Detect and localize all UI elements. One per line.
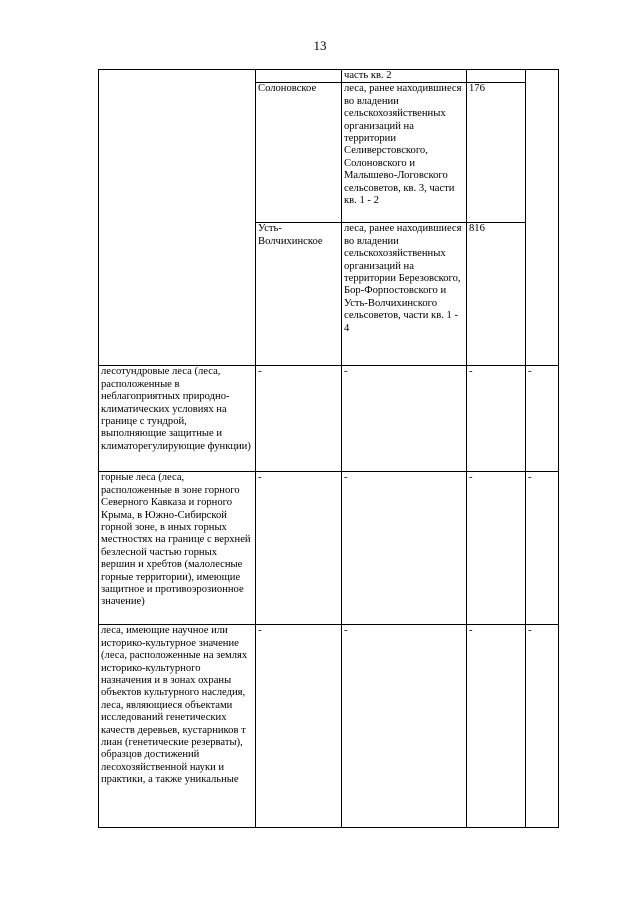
table-row (99, 625, 559, 828)
category-cell: горные леса (леса, расположенные в зоне горного Северного Кавказа и горного Крыма, в Южно-Сибирской горной зоне, в иных горных местностях на границе с верхней безлесной частью горных вершин и хребтов (малолесные горные территории), имеющие защитное и противоэрозионное значение) (99, 472, 256, 625)
note-cell: - (526, 366, 559, 472)
note-cell: - (526, 472, 559, 625)
district-cell: Усть-Волчихинское (256, 223, 342, 366)
district-cell: - (256, 472, 342, 625)
category-cell (99, 70, 256, 366)
table-row (99, 472, 559, 625)
area-cell (467, 70, 526, 83)
area-cell: 816 (467, 223, 526, 366)
description-cell: леса, ранее находившиеся во владении сельскохозяйственных организаций на территории Березовского, Бор-Форпостовского и Усть-Волчихинского сельсоветов, части кв. 1 - 4 (342, 223, 467, 366)
description-cell: часть кв. 2 (342, 70, 467, 83)
district-cell (256, 70, 342, 83)
description-cell: - (342, 625, 467, 828)
page-number: 13 (313, 38, 327, 53)
note-cell (526, 70, 559, 366)
forest-table (98, 69, 559, 828)
note-cell: - (526, 625, 559, 828)
table-row (99, 366, 559, 472)
category-cell: лесотундровые леса (леса, расположенные в неблагоприятных природно-климатических условиях на границе с тундрой, выполняющие защитные и климаторегулирующие функции) (99, 366, 256, 472)
district-cell: - (256, 366, 342, 472)
table-row (99, 70, 559, 83)
description-cell: - (342, 366, 467, 472)
category-cell: леса, имеющие научное или историко-культурное значение (леса, расположенные на землях историко-культурного назначения и в зонах охраны объектов культурного наследия, леса, являющиеся объектами исследований генетических качеств деревьев, кустарников т лиан (генетические резерваты), образцов достижений лесохозяйственной науки и практики, а также уникальные (99, 625, 256, 828)
area-cell: - (467, 366, 526, 472)
area-cell: 176 (467, 83, 526, 223)
description-cell: леса, ранее находившиеся во владении сельскохозяйственных организаций на территории Селиверстовского, Солоновского и Малышево-Логовского сельсоветов, кв. 3, части кв. 1 - 2 (342, 83, 467, 223)
area-cell: - (467, 625, 526, 828)
district-cell: - (256, 625, 342, 828)
description-cell: - (342, 472, 467, 625)
area-cell: - (467, 472, 526, 625)
district-cell: Солоновское (256, 83, 342, 223)
